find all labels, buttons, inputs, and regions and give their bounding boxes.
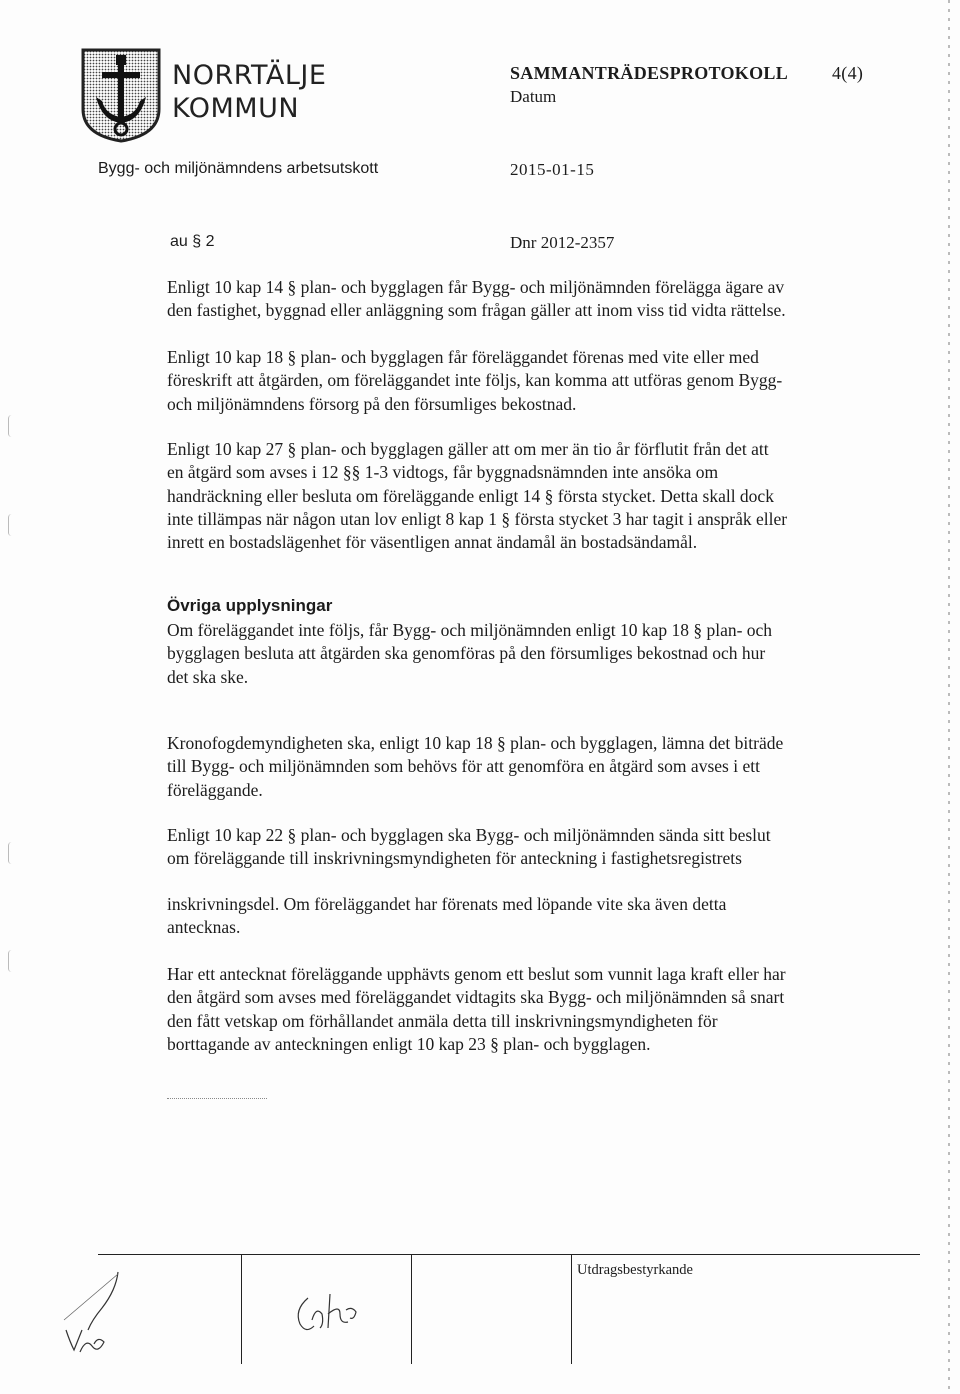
meeting-date: 2015-01-15 [510, 160, 595, 179]
date-label: Datum [510, 87, 557, 106]
municipality-name-line2: KOMMUN [172, 93, 300, 124]
paragraph [167, 824, 771, 871]
paragraph [167, 963, 786, 1056]
paragraph [167, 346, 782, 416]
paragraph-line: den fått vetskap om förhållandet anmäla detta till inskrivningsmyndigheten för [167, 1010, 718, 1031]
paragraph-line: Kronofogdemyndigheten ska, enligt 10 kap 18 § plan- och bygglagen, lämna det biträde [167, 733, 784, 753]
paragraph-line: det ska ske. [167, 666, 249, 687]
committee-name: Bygg- och miljönämndens arbetsutskott [98, 160, 379, 177]
scan-artifact [8, 514, 15, 536]
paragraph-line: borttagande av anteckningen enligt 10 kap 23 § plan- och bygglagen. [167, 1033, 651, 1054]
section-number: au § 2 [170, 233, 215, 250]
signature-table-divider [411, 1254, 412, 1364]
paragraph [167, 276, 786, 323]
paragraph-line: inte tillämpas när någon utan lov enligt 8 kap 1 § första stycket 3 har tagit i anspråk eller [167, 508, 788, 529]
paragraph-line: föreläggande. [167, 779, 263, 800]
paragraph-line: Enligt 10 kap 27 § plan- och bygglagen gäller att om mer än tio år förflutit från det att [167, 439, 769, 459]
divider [167, 1098, 267, 1099]
paragraph [167, 438, 787, 554]
municipality-name-line1: NORRTÄLJE [172, 60, 327, 91]
paragraph-line: inskrivningsdel. Om föreläggandet har förenats med löpande vite ska även detta [167, 894, 727, 914]
paragraph-line: den fastighet, byggnad eller anläggning som frågan gäller att inom viss tid vidta rättelse. [167, 300, 786, 321]
case-number: Dnr 2012-2357 [510, 233, 615, 252]
section-heading: Övriga upplysningar [167, 596, 333, 615]
anchor-emblem-icon [80, 47, 162, 143]
paragraph [167, 893, 726, 940]
paragraph-line: bygglagen besluta att åtgärden ska genomföras på den försumliges bekostnad och hur [167, 643, 766, 664]
paragraph-line: föreskrift att åtgärden, om föreläggandet inte följs, kan komma att utföras genom Bygg- [167, 370, 783, 391]
scan-artifact [8, 950, 15, 972]
verification-label: Utdragsbestyrkande [577, 1262, 693, 1278]
paragraph-line: en åtgärd som avses i 12 §§ 1-3 vidtogs, får byggnadsnämnden inte ansöka om [167, 462, 719, 483]
signature-mark [58, 1268, 138, 1358]
paragraph-line: om föreläggande till inskrivningsmyndigheten för anteckning i fastighetsregistrets [167, 848, 742, 869]
scan-artifact [8, 415, 15, 437]
paragraph-line: Enligt 10 kap 18 § plan- och bygglagen får föreläggandet förenas med vite eller med [167, 347, 759, 367]
document-type: SAMMANTRÄDESPROTOKOLL [510, 63, 788, 83]
paragraph-line: inrett en bostadslägenhet för väsentligen annat ändamål än bostadsändamål. [167, 532, 698, 553]
municipality-logo [80, 47, 162, 143]
signature-mark [290, 1284, 370, 1344]
paragraph [167, 619, 772, 689]
paragraph-line: Har ett antecknat föreläggande upphävts genom ett beslut som vunnit laga kraft eller har [167, 964, 786, 984]
signature-table-divider [571, 1254, 572, 1364]
signature-table-top-rule [98, 1254, 920, 1255]
scan-artifact [8, 842, 15, 864]
paragraph-line: antecknas. [167, 917, 241, 938]
scan-edge [948, 0, 950, 1394]
paragraph-line: och miljönämndens försorg på den försumliges bekostnad. [167, 393, 577, 414]
paragraph-line: till Bygg- och miljönämnden som behövs för att genomföra en åtgärd som avses i ett [167, 756, 760, 777]
paragraph-line: Om föreläggandet inte följs, får Bygg- och miljönämnden enligt 10 kap 18 § plan- och [167, 620, 773, 640]
signature-table-divider [241, 1254, 242, 1364]
paragraph-line: handräckning eller besluta om föreläggande enligt 14 § första stycket. Detta skall dock [167, 485, 774, 506]
page-number: 4(4) [832, 63, 864, 83]
paragraph-line: Enligt 10 kap 14 § plan- och bygglagen får Bygg- och miljönämnden förelägga ägare av [167, 277, 785, 297]
paragraph [167, 732, 783, 802]
paragraph-line: Enligt 10 kap 22 § plan- och bygglagen ska Bygg- och miljönämnden sända sitt beslut [167, 825, 771, 845]
paragraph-line: den åtgärd som avses med föreläggandet vidtagits ska Bygg- och miljönämnden så snart [167, 987, 785, 1008]
